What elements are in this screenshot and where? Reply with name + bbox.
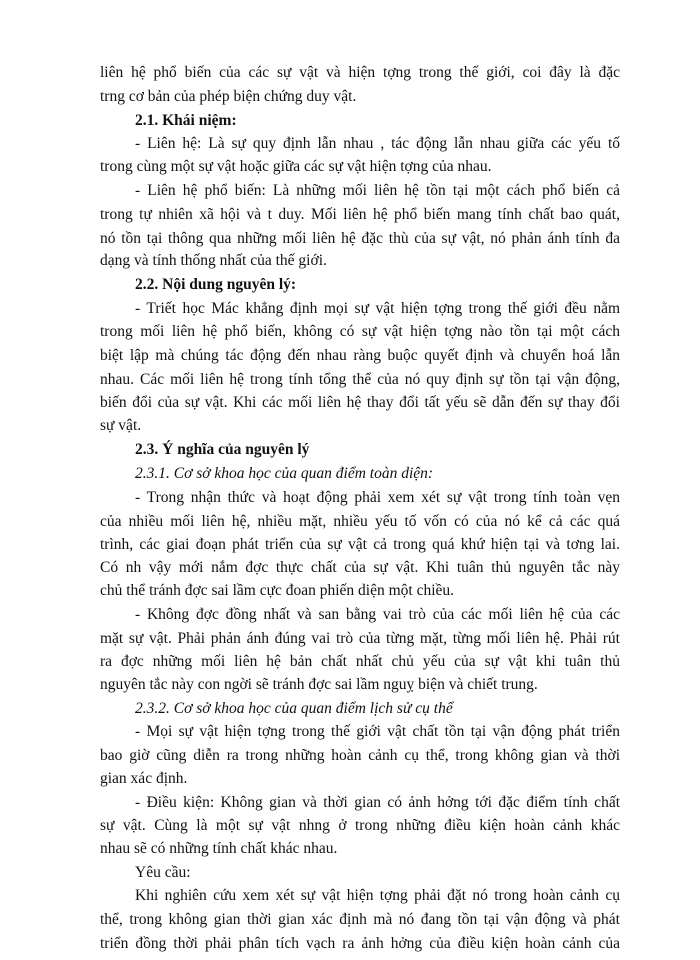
text-line: - Trong nhận thức và hoạt động phải xem xét sự vật trong tính toàn vẹn	[135, 489, 620, 506]
text-line: bao giờ cũng diễn ra trong những hoàn cảnh cụ thể, trong không gian và thời	[100, 747, 620, 764]
text-line: thể, trong không gian thời gian xác định mà nó đang tồn tại vận động và phát	[100, 911, 620, 928]
text-line: dạng và tính thống nhất của thế giới.	[100, 252, 327, 269]
subsection-heading: 2.3.2. Cơ sở khoa học của quan điểm lịch sử cụ thể	[135, 700, 453, 717]
text-line: của nhiều mối liên hệ, nhiều mặt, nhiều yếu tố vốn có của nó kể cả các quá	[100, 513, 620, 530]
section-heading: 2.3. Ý nghĩa của nguyên lý	[135, 441, 310, 458]
text-line: liên hệ phổ biến của các sự vật và hiện tợng trong thế giới, coi đây là đặc	[100, 64, 620, 81]
text-line: triển đồng thời phải phân tích vạch ra ảnh hởng của điều kiện hoàn cảnh của	[100, 935, 620, 952]
text-line: trình, các giai đoạn phát triển của sự vật cả trong quá khứ hiện tại và tơng lai.	[100, 536, 620, 553]
text-line: ra đợc những mối liên hệ bản chất nhất chủ yếu của sự vật khi tuân thủ	[100, 653, 620, 670]
text-line: - Triết học Mác khẳng định mọi sự vật hiện tợng trong thế giới đều nằm	[135, 300, 620, 317]
text-line: nó tồn tại thông qua những mối liên hệ đặc thù của sự vật, nó phản ánh tính đa	[100, 230, 620, 247]
text-line: - Không đợc đồng nhất và san bằng vai trò của các mối liên hệ của các	[135, 606, 620, 623]
text-line: sự vật.	[100, 417, 142, 434]
text-line: nhau. Các mối liên hệ trong tính tổng thể của nó quy định sự tồn tại vận động,	[100, 371, 620, 388]
text-line: - Liên hệ: Là sự quy định lẫn nhau , tác động lẫn nhau giữa các yếu tố	[135, 135, 620, 152]
text-line: nguyên tắc này con ngời sẽ tránh đợc sai lầm nguỵ biện và chiết trung.	[100, 676, 538, 693]
section-heading: 2.1. Khái niệm:	[135, 112, 237, 129]
text-line: chủ thể tránh đợc sai lầm cực đoan phiến diện một chiều.	[100, 582, 455, 599]
text-line: - Điều kiện: Không gian và thời gian có ảnh hởng tới đặc điểm tính chất	[135, 794, 620, 811]
text-line: biệt lập mà chúng tác động đến nhau ràng buộc quyết định và chuyển hoá lẫn	[100, 347, 620, 364]
text-line: sự vật. Cùng là một sự vật nhng ở trong những điều kiện hoàn cảnh khác	[100, 817, 620, 834]
text-line: Yêu cầu:	[135, 864, 191, 881]
subsection-heading: 2.3.1. Cơ sở khoa học của quan điểm toàn diện:	[135, 465, 434, 482]
section-heading: 2.2. Nội dung nguyên lý:	[135, 276, 297, 293]
text-line: - Mọi sự vật hiện tợng trong thế giới vật chất tồn tại vận động phát triển	[135, 723, 620, 740]
text-line: trong mối liên hệ phổ biến, không có sự vật hiện tợng nào tồn tại một cách	[100, 323, 620, 340]
text-line: mặt sự vật. Phải phản ánh đúng vai trò của từng mặt, từng mối liên hệ. Phải rút	[100, 630, 620, 647]
text-line: biến đổi của sự vật. Khi các mối liên hệ thay đổi tất yếu sẽ dẫn đến sự thay đổi	[100, 394, 620, 411]
text-line: nhau sẽ có những tính chất khác nhau.	[100, 840, 338, 857]
text-line: trong tự nhiên xã hội và t duy. Mối liên hệ phổ biến mang tính chất bao quát,	[100, 206, 620, 223]
text-line: gian xác định.	[100, 770, 188, 787]
text-line: trng cơ bản của phép biện chứng duy vật.	[100, 88, 357, 105]
text-line: Khi nghiên cứu xem xét sự vật hiện tợng phải đặt nó trong hoàn cảnh cụ	[135, 887, 620, 904]
text-line: Có nh vậy mới nắm đợc thực chất của sự vật. Khi tuân thủ nguyên tắc này	[100, 559, 620, 576]
text-line: trong cùng một sự vật hoặc giữa các sự vật hiện tợng của nhau.	[100, 158, 492, 175]
text-line: - Liên hệ phổ biến: Là những mối liên hệ tồn tại một cách phổ biến cả	[135, 182, 620, 199]
